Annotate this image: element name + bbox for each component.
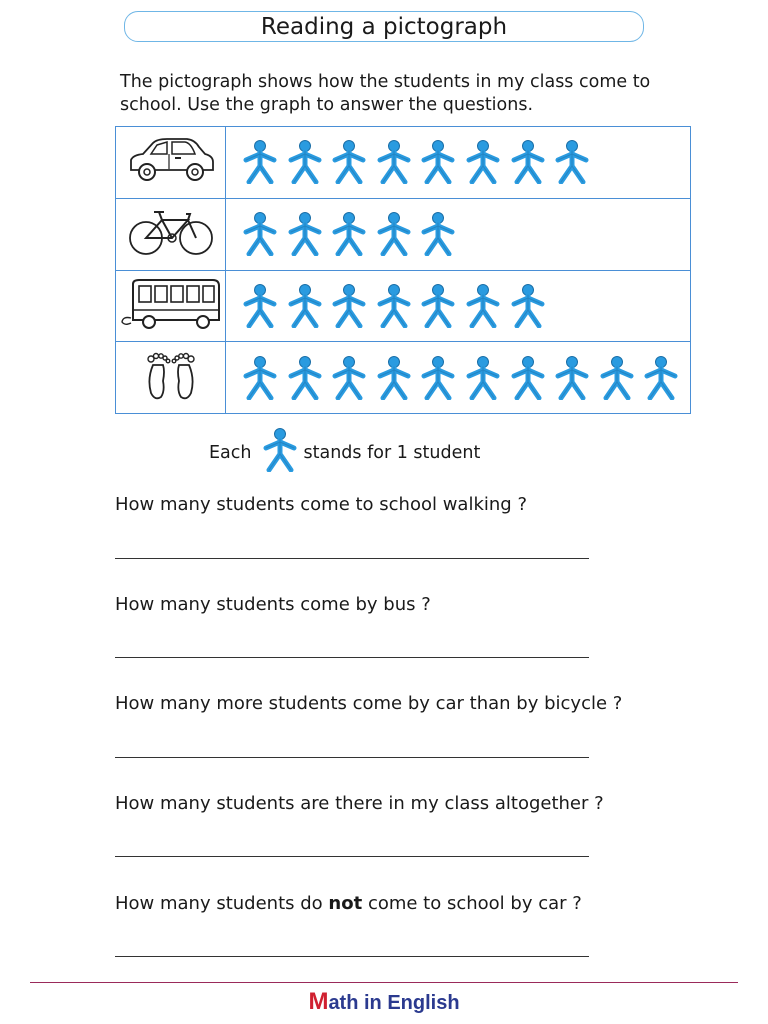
student-figure-icon xyxy=(465,284,501,328)
question-text-bold: not xyxy=(328,893,363,914)
brand-logo xyxy=(0,988,768,1016)
question-text-pre: How many students do xyxy=(115,893,329,914)
pictograph-row-bicycle xyxy=(116,198,691,270)
bus-icon xyxy=(116,270,226,342)
student-figure-icon xyxy=(643,356,679,400)
question-text-post: come to school by car ? xyxy=(362,893,582,914)
student-figure-icon xyxy=(510,140,546,184)
student-figure-icon xyxy=(420,284,456,328)
answer-line[interactable] xyxy=(115,558,589,559)
pictograph-table xyxy=(115,126,691,414)
student-figure-icon xyxy=(420,356,456,400)
title-text: Reading a pictograph xyxy=(260,13,508,40)
question-bus: How many students come by bus ? xyxy=(115,594,431,615)
question-total: How many students are there in my class altogether ? xyxy=(115,793,604,814)
answer-line[interactable] xyxy=(115,956,589,957)
answer-line[interactable] xyxy=(115,657,589,658)
student-figure-icon xyxy=(331,284,367,328)
student-figure-icon xyxy=(420,140,456,184)
bicycle-icon xyxy=(116,198,226,270)
student-figure-icon xyxy=(331,212,367,256)
student-figure-icon xyxy=(554,356,590,400)
student-figure-icon xyxy=(287,140,323,184)
pictograph-row-car xyxy=(116,127,691,199)
student-figure-icon xyxy=(510,356,546,400)
pictograph-key xyxy=(209,428,480,477)
student-figure-icon xyxy=(287,284,323,328)
student-figure-icon xyxy=(465,140,501,184)
footprints-icon xyxy=(116,342,226,414)
student-figure-icon xyxy=(420,212,456,256)
student-figure-icon xyxy=(242,284,278,328)
answer-line[interactable] xyxy=(115,757,589,758)
student-figure-icon xyxy=(510,284,546,328)
student-figure-icon xyxy=(554,140,590,184)
student-figure-icon xyxy=(465,356,501,400)
student-figure-icon xyxy=(287,356,323,400)
student-figure-icon xyxy=(376,212,412,256)
key-text-before: Each xyxy=(209,442,252,463)
student-figure-icon xyxy=(376,356,412,400)
figure-row xyxy=(242,284,690,328)
brand-rest: ath in English xyxy=(328,992,460,1014)
intro-text: The pictograph shows how the students in my class come to school. Use the graph to answer the questions. xyxy=(120,72,651,115)
student-figure-icon xyxy=(331,356,367,400)
pictograph-row-walking xyxy=(116,342,691,414)
student-figure-icon xyxy=(242,212,278,256)
pictograph-row-bus xyxy=(116,270,691,342)
question-walking: How many students come to school walking ? xyxy=(115,494,527,515)
footer-rule xyxy=(30,982,738,983)
student-figure-icon xyxy=(376,284,412,328)
student-figure-icon xyxy=(376,140,412,184)
figure-row xyxy=(242,140,690,184)
student-figure-icon xyxy=(242,356,278,400)
answer-line[interactable] xyxy=(115,856,589,857)
student-figure-icon xyxy=(287,212,323,256)
question-car-vs-bicycle: How many more students come by car than by bicycle ? xyxy=(115,693,623,714)
worksheet-title xyxy=(124,11,644,42)
figure-row xyxy=(242,356,690,400)
student-figure-icon xyxy=(242,140,278,184)
key-text-after: stands for 1 student xyxy=(303,442,481,463)
car-icon xyxy=(116,127,226,199)
student-figure-icon xyxy=(331,140,367,184)
student-figure-icon xyxy=(599,356,635,400)
figure-row xyxy=(242,212,690,256)
brand-initial: M xyxy=(308,988,329,1015)
question-not-by-car xyxy=(115,893,582,914)
student-figure-icon xyxy=(262,428,298,477)
